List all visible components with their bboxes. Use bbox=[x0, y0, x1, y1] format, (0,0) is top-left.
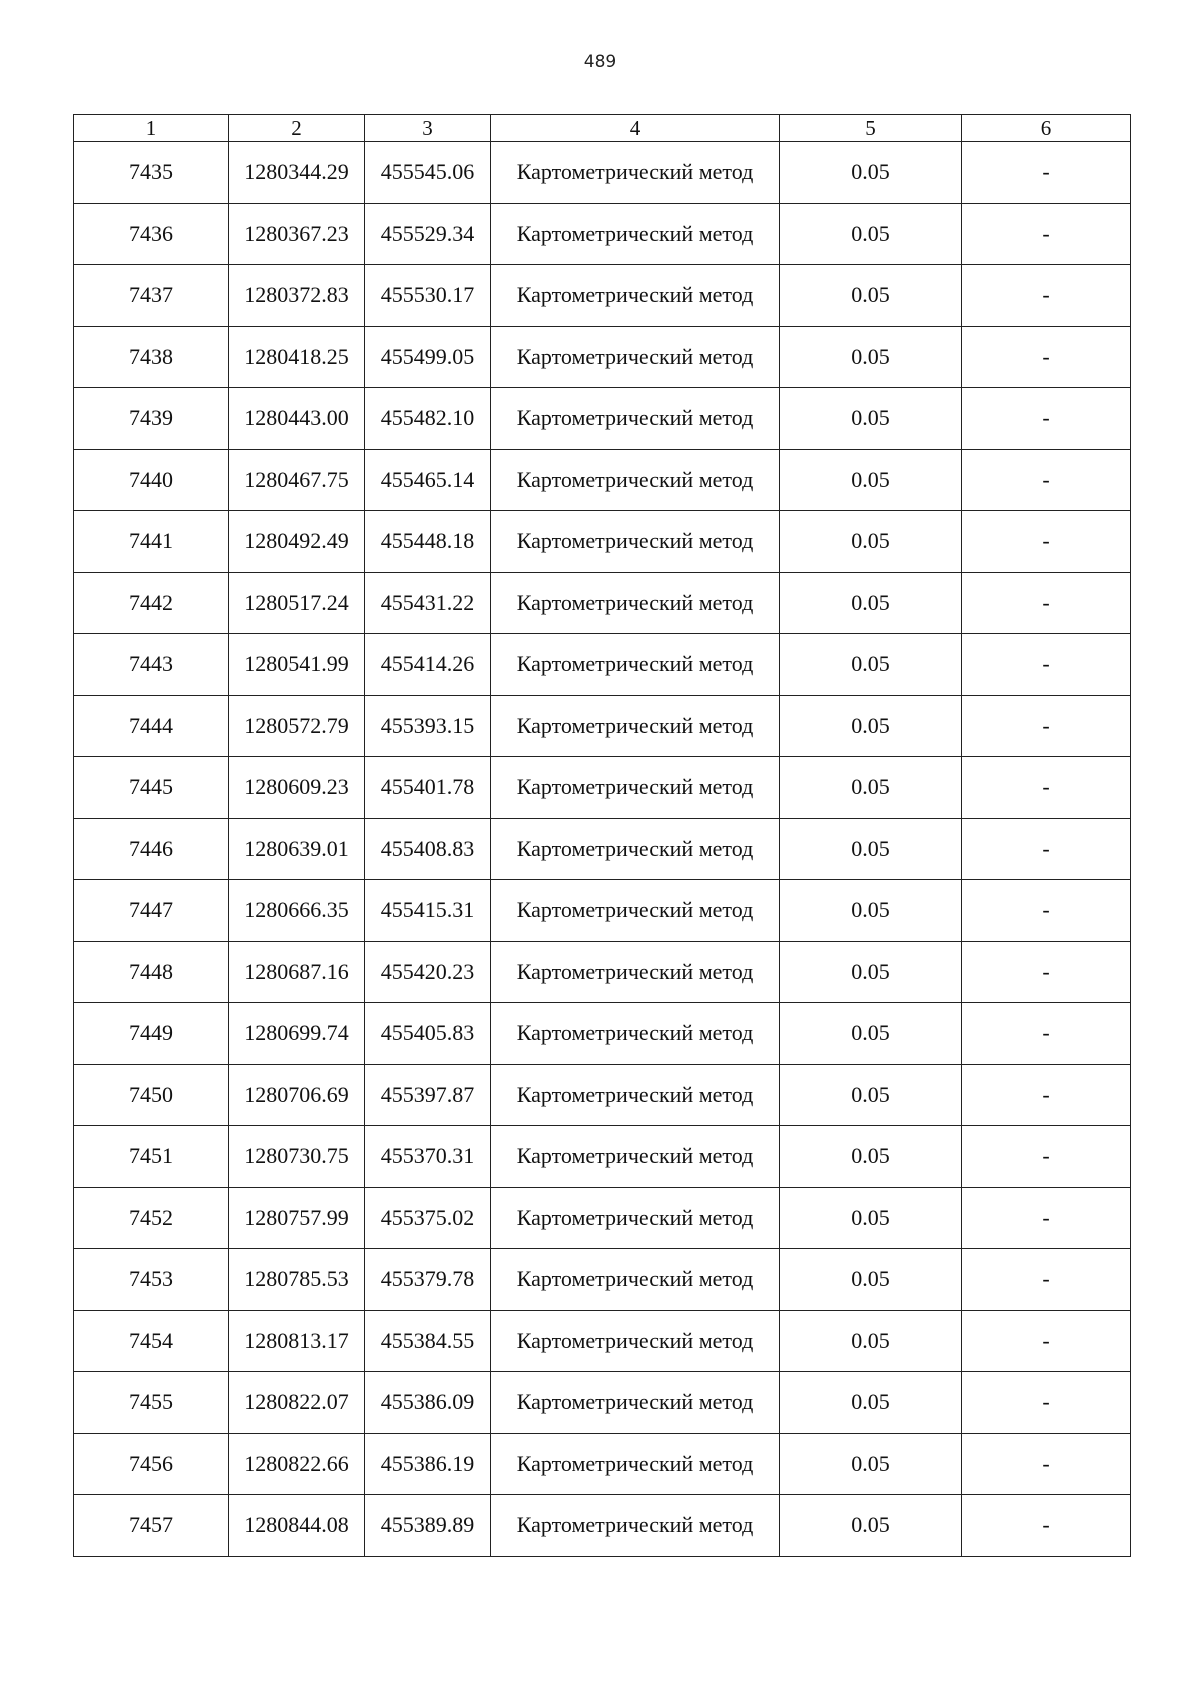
note-cell: - bbox=[962, 1249, 1131, 1311]
point-number-cell: 7456 bbox=[74, 1433, 229, 1495]
accuracy-cell: 0.05 bbox=[780, 449, 962, 511]
point-number-cell: 7443 bbox=[74, 634, 229, 696]
point-number-cell: 7437 bbox=[74, 265, 229, 327]
note-cell: - bbox=[962, 572, 1131, 634]
method-cell: Картометрический метод bbox=[491, 1433, 780, 1495]
x-coordinate-cell: 1280813.17 bbox=[229, 1310, 365, 1372]
y-coordinate-cell: 455375.02 bbox=[365, 1187, 491, 1249]
point-number-cell: 7453 bbox=[74, 1249, 229, 1311]
note-cell: - bbox=[962, 265, 1131, 327]
y-coordinate-cell: 455397.87 bbox=[365, 1064, 491, 1126]
note-cell: - bbox=[962, 1495, 1131, 1557]
note-cell: - bbox=[962, 695, 1131, 757]
header-col-1: 1 bbox=[74, 115, 229, 142]
accuracy-cell: 0.05 bbox=[780, 1310, 962, 1372]
method-cell: Картометрический метод bbox=[491, 941, 780, 1003]
accuracy-cell: 0.05 bbox=[780, 695, 962, 757]
table-row bbox=[74, 1495, 1131, 1557]
note-cell: - bbox=[962, 449, 1131, 511]
point-number-cell: 7440 bbox=[74, 449, 229, 511]
point-number-cell: 7435 bbox=[74, 142, 229, 204]
point-number-cell: 7452 bbox=[74, 1187, 229, 1249]
point-number-cell: 7438 bbox=[74, 326, 229, 388]
table-row bbox=[74, 1003, 1131, 1065]
point-number-cell: 7448 bbox=[74, 941, 229, 1003]
point-number-cell: 7436 bbox=[74, 203, 229, 265]
accuracy-cell: 0.05 bbox=[780, 572, 962, 634]
table-row bbox=[74, 265, 1131, 327]
accuracy-cell: 0.05 bbox=[780, 388, 962, 450]
point-number-cell: 7450 bbox=[74, 1064, 229, 1126]
table-body bbox=[74, 142, 1131, 1557]
table-row bbox=[74, 757, 1131, 819]
y-coordinate-cell: 455408.83 bbox=[365, 818, 491, 880]
y-coordinate-cell: 455414.26 bbox=[365, 634, 491, 696]
table-row bbox=[74, 326, 1131, 388]
note-cell: - bbox=[962, 1372, 1131, 1434]
x-coordinate-cell: 1280639.01 bbox=[229, 818, 365, 880]
table-row bbox=[74, 1310, 1131, 1372]
accuracy-cell: 0.05 bbox=[780, 265, 962, 327]
accuracy-cell: 0.05 bbox=[780, 880, 962, 942]
accuracy-cell: 0.05 bbox=[780, 1003, 962, 1065]
y-coordinate-cell: 455529.34 bbox=[365, 203, 491, 265]
method-cell: Картометрический метод bbox=[491, 511, 780, 573]
table-row bbox=[74, 203, 1131, 265]
x-coordinate-cell: 1280372.83 bbox=[229, 265, 365, 327]
accuracy-cell: 0.05 bbox=[780, 203, 962, 265]
note-cell: - bbox=[962, 511, 1131, 573]
point-number-cell: 7445 bbox=[74, 757, 229, 819]
accuracy-cell: 0.05 bbox=[780, 1187, 962, 1249]
table-row bbox=[74, 941, 1131, 1003]
point-number-cell: 7441 bbox=[74, 511, 229, 573]
method-cell: Картометрический метод bbox=[491, 1495, 780, 1557]
x-coordinate-cell: 1280467.75 bbox=[229, 449, 365, 511]
method-cell: Картометрический метод bbox=[491, 1249, 780, 1311]
header-col-5: 5 bbox=[780, 115, 962, 142]
x-coordinate-cell: 1280785.53 bbox=[229, 1249, 365, 1311]
note-cell: - bbox=[962, 326, 1131, 388]
x-coordinate-cell: 1280367.23 bbox=[229, 203, 365, 265]
header-row bbox=[74, 115, 1131, 142]
table-row bbox=[74, 572, 1131, 634]
x-coordinate-cell: 1280541.99 bbox=[229, 634, 365, 696]
x-coordinate-cell: 1280344.29 bbox=[229, 142, 365, 204]
point-number-cell: 7444 bbox=[74, 695, 229, 757]
note-cell: - bbox=[962, 1064, 1131, 1126]
note-cell: - bbox=[962, 757, 1131, 819]
x-coordinate-cell: 1280757.99 bbox=[229, 1187, 365, 1249]
header-col-2: 2 bbox=[229, 115, 365, 142]
x-coordinate-cell: 1280822.07 bbox=[229, 1372, 365, 1434]
x-coordinate-cell: 1280844.08 bbox=[229, 1495, 365, 1557]
accuracy-cell: 0.05 bbox=[780, 1064, 962, 1126]
table-row bbox=[74, 449, 1131, 511]
header-col-3: 3 bbox=[365, 115, 491, 142]
point-number-cell: 7454 bbox=[74, 1310, 229, 1372]
accuracy-cell: 0.05 bbox=[780, 142, 962, 204]
table-row bbox=[74, 1187, 1131, 1249]
method-cell: Картометрический метод bbox=[491, 265, 780, 327]
method-cell: Картометрический метод bbox=[491, 1126, 780, 1188]
note-cell: - bbox=[962, 818, 1131, 880]
method-cell: Картометрический метод bbox=[491, 1310, 780, 1372]
y-coordinate-cell: 455545.06 bbox=[365, 142, 491, 204]
table-row bbox=[74, 880, 1131, 942]
table-row bbox=[74, 1433, 1131, 1495]
header-col-4: 4 bbox=[491, 115, 780, 142]
y-coordinate-cell: 455448.18 bbox=[365, 511, 491, 573]
note-cell: - bbox=[962, 1310, 1131, 1372]
method-cell: Картометрический метод bbox=[491, 818, 780, 880]
y-coordinate-cell: 455530.17 bbox=[365, 265, 491, 327]
y-coordinate-cell: 455499.05 bbox=[365, 326, 491, 388]
accuracy-cell: 0.05 bbox=[780, 511, 962, 573]
method-cell: Картометрический метод bbox=[491, 1064, 780, 1126]
note-cell: - bbox=[962, 1003, 1131, 1065]
accuracy-cell: 0.05 bbox=[780, 818, 962, 880]
point-number-cell: 7446 bbox=[74, 818, 229, 880]
header-col-6: 6 bbox=[962, 115, 1131, 142]
table-row bbox=[74, 1372, 1131, 1434]
accuracy-cell: 0.05 bbox=[780, 1126, 962, 1188]
note-cell: - bbox=[962, 634, 1131, 696]
method-cell: Картометрический метод bbox=[491, 695, 780, 757]
accuracy-cell: 0.05 bbox=[780, 941, 962, 1003]
note-cell: - bbox=[962, 880, 1131, 942]
table-row bbox=[74, 1064, 1131, 1126]
note-cell: - bbox=[962, 142, 1131, 204]
method-cell: Картометрический метод bbox=[491, 388, 780, 450]
method-cell: Картометрический метод bbox=[491, 572, 780, 634]
y-coordinate-cell: 455405.83 bbox=[365, 1003, 491, 1065]
point-number-cell: 7455 bbox=[74, 1372, 229, 1434]
point-number-cell: 7439 bbox=[74, 388, 229, 450]
table-row bbox=[74, 634, 1131, 696]
point-number-cell: 7447 bbox=[74, 880, 229, 942]
table-row bbox=[74, 1249, 1131, 1311]
table-row bbox=[74, 695, 1131, 757]
y-coordinate-cell: 455465.14 bbox=[365, 449, 491, 511]
y-coordinate-cell: 455415.31 bbox=[365, 880, 491, 942]
y-coordinate-cell: 455379.78 bbox=[365, 1249, 491, 1311]
note-cell: - bbox=[962, 1126, 1131, 1188]
method-cell: Картометрический метод bbox=[491, 757, 780, 819]
method-cell: Картометрический метод bbox=[491, 880, 780, 942]
point-number-cell: 7457 bbox=[74, 1495, 229, 1557]
y-coordinate-cell: 455482.10 bbox=[365, 388, 491, 450]
note-cell: - bbox=[962, 1433, 1131, 1495]
method-cell: Картометрический метод bbox=[491, 1187, 780, 1249]
note-cell: - bbox=[962, 1187, 1131, 1249]
point-number-cell: 7451 bbox=[74, 1126, 229, 1188]
accuracy-cell: 0.05 bbox=[780, 1372, 962, 1434]
y-coordinate-cell: 455386.19 bbox=[365, 1433, 491, 1495]
method-cell: Картометрический метод bbox=[491, 142, 780, 204]
y-coordinate-cell: 455393.15 bbox=[365, 695, 491, 757]
x-coordinate-cell: 1280687.16 bbox=[229, 941, 365, 1003]
accuracy-cell: 0.05 bbox=[780, 757, 962, 819]
table-row bbox=[74, 511, 1131, 573]
table-row bbox=[74, 818, 1131, 880]
note-cell: - bbox=[962, 941, 1131, 1003]
y-coordinate-cell: 455420.23 bbox=[365, 941, 491, 1003]
x-coordinate-cell: 1280418.25 bbox=[229, 326, 365, 388]
x-coordinate-cell: 1280492.49 bbox=[229, 511, 365, 573]
table-header bbox=[74, 115, 1131, 142]
x-coordinate-cell: 1280517.24 bbox=[229, 572, 365, 634]
y-coordinate-cell: 455431.22 bbox=[365, 572, 491, 634]
y-coordinate-cell: 455370.31 bbox=[365, 1126, 491, 1188]
accuracy-cell: 0.05 bbox=[780, 634, 962, 696]
x-coordinate-cell: 1280609.23 bbox=[229, 757, 365, 819]
x-coordinate-cell: 1280706.69 bbox=[229, 1064, 365, 1126]
accuracy-cell: 0.05 bbox=[780, 1249, 962, 1311]
note-cell: - bbox=[962, 203, 1131, 265]
x-coordinate-cell: 1280666.35 bbox=[229, 880, 365, 942]
x-coordinate-cell: 1280443.00 bbox=[229, 388, 365, 450]
accuracy-cell: 0.05 bbox=[780, 326, 962, 388]
x-coordinate-cell: 1280572.79 bbox=[229, 695, 365, 757]
page-number: 489 bbox=[583, 52, 617, 72]
method-cell: Картометрический метод bbox=[491, 1003, 780, 1065]
y-coordinate-cell: 455386.09 bbox=[365, 1372, 491, 1434]
method-cell: Картометрический метод bbox=[491, 326, 780, 388]
method-cell: Картометрический метод bbox=[491, 1372, 780, 1434]
point-number-cell: 7442 bbox=[74, 572, 229, 634]
x-coordinate-cell: 1280699.74 bbox=[229, 1003, 365, 1065]
table-row bbox=[74, 388, 1131, 450]
y-coordinate-cell: 455401.78 bbox=[365, 757, 491, 819]
method-cell: Картометрический метод bbox=[491, 203, 780, 265]
accuracy-cell: 0.05 bbox=[780, 1495, 962, 1557]
accuracy-cell: 0.05 bbox=[780, 1433, 962, 1495]
y-coordinate-cell: 455389.89 bbox=[365, 1495, 491, 1557]
point-number-cell: 7449 bbox=[74, 1003, 229, 1065]
x-coordinate-cell: 1280730.75 bbox=[229, 1126, 365, 1188]
coordinates-table bbox=[73, 114, 1131, 1557]
x-coordinate-cell: 1280822.66 bbox=[229, 1433, 365, 1495]
table-row bbox=[74, 1126, 1131, 1188]
note-cell: - bbox=[962, 388, 1131, 450]
method-cell: Картометрический метод bbox=[491, 634, 780, 696]
y-coordinate-cell: 455384.55 bbox=[365, 1310, 491, 1372]
table-row bbox=[74, 142, 1131, 204]
method-cell: Картометрический метод bbox=[491, 449, 780, 511]
